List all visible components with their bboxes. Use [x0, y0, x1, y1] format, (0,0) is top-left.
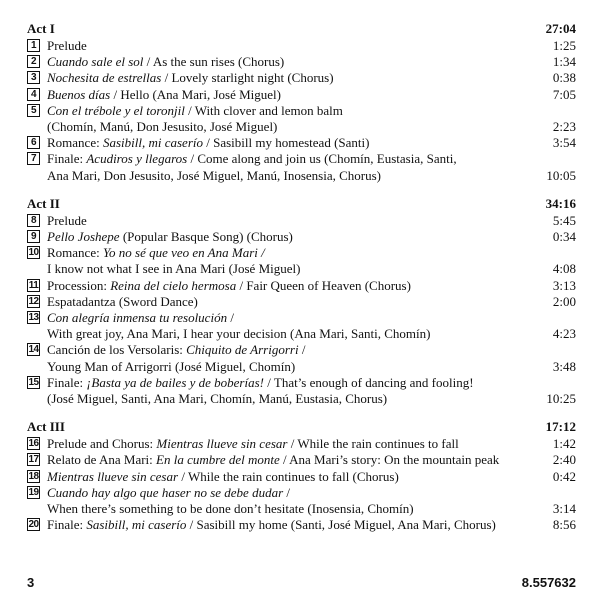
track-duration: 2:00: [552, 293, 576, 309]
track-title-text: /: [283, 484, 291, 500]
track-title-text: / Come along and join us (Chomín, Eustasia, Santi,: [187, 151, 457, 167]
track-number-box: 19: [28, 486, 39, 498]
track-row: [27, 452, 576, 468]
track-number-box: 16: [28, 438, 39, 450]
act-total-duration: 17:12: [545, 419, 576, 435]
track-number-box: 3: [27, 71, 40, 84]
track-title: [47, 103, 343, 119]
track-number-box: 5: [27, 104, 40, 117]
track-title-text: / That’s enough of dancing and fooling!: [264, 374, 474, 390]
track-title: [47, 168, 381, 184]
track-title: [47, 342, 305, 358]
track-title-text: /: [227, 310, 234, 326]
tracklist: [27, 21, 576, 545]
act-title: Act III: [27, 419, 65, 435]
page-number: 3: [27, 575, 35, 590]
track-title-italic: Cuando hay algo que haser no se debe dudar: [47, 484, 284, 500]
track-duration: 1:34: [552, 54, 576, 70]
track-title-italic: Con el trébole y el toronjil: [47, 102, 185, 118]
track-title-text: Finale:: [47, 374, 87, 390]
track-title-text: (Chomín, Manú, Don Jesusito, José Miguel): [47, 119, 278, 135]
track-number-box: 15: [28, 376, 39, 388]
act-total-duration: 34:16: [545, 195, 576, 211]
track-title-text: Relato de Ana Mari:: [47, 452, 157, 468]
track-title-italic: Con alegría inmensa tu resolución: [47, 310, 228, 326]
track-title-text: / While the rain continues to fall (Chorus): [178, 468, 399, 484]
track-title-text: / Hello (Ana Mari, José Miguel): [110, 86, 281, 102]
track-row: [27, 229, 576, 245]
track-title-italic: Sasibill, mi caserío: [86, 517, 187, 533]
track-number-box: 10: [28, 247, 39, 259]
track-title-italic: Chiquito de Arrigorri: [186, 342, 299, 358]
track-row: [27, 38, 576, 54]
track-number-box: 14: [28, 344, 39, 356]
track-title-text: (José Miguel, Santi, Ana Mari, Chomín, Manú, Eustasia, Chorus): [47, 391, 388, 407]
track-title-text: (Popular Basque Song) (Chorus): [119, 229, 293, 245]
catalog-number: 8.557632: [521, 575, 576, 590]
track-title: [47, 310, 234, 326]
track-row: [27, 70, 576, 86]
track-row: [27, 213, 576, 229]
track-title-text: Finale:: [47, 517, 87, 533]
track-title-text: / Lovely starlight night (Chorus): [161, 70, 334, 86]
track-duration: 7:05: [552, 86, 576, 102]
track-title: [47, 278, 411, 294]
track-row: [27, 375, 576, 407]
track-title-text: / Sasibill my homestead (Santi): [203, 135, 370, 151]
track-title: [47, 359, 295, 375]
track-duration: 1:25: [552, 38, 576, 53]
track-title-text: / Sasibill my home (Santi, José Miguel, Ana Mari, Chorus): [186, 517, 496, 533]
act-section: [27, 196, 576, 407]
track-title: [47, 261, 300, 277]
track-duration: 0:38: [552, 70, 576, 86]
track-title-italic: En la cumbre del monte: [156, 452, 280, 468]
track-title: [47, 213, 87, 229]
track-row: [27, 245, 576, 277]
track-row: [27, 469, 576, 485]
track-title: [47, 375, 474, 391]
track-duration: 8:56: [552, 517, 576, 533]
track-title: [47, 151, 457, 167]
track-number-box: 8: [27, 214, 40, 227]
track-title-italic: Acudiros y llegaros: [86, 151, 188, 167]
track-number-box: 2: [27, 55, 40, 68]
track-title-italic: ¡Basta ya de bailes y de boberías!: [86, 374, 264, 390]
track-title: [47, 436, 459, 452]
track-title-italic: Mientras llueve sin cesar: [47, 468, 179, 484]
track-number-box: 4: [27, 88, 40, 101]
track-title-text: Canción de los Versolaris:: [47, 342, 187, 358]
track-title-text: Espatadantza (Sword Dance): [47, 293, 198, 309]
track-title-italic: Pello Joshepe: [47, 229, 120, 245]
track-title-italic: Buenos días: [47, 86, 111, 102]
act-section: [27, 21, 576, 184]
track-title: [47, 38, 87, 54]
track-title-text: / With clover and lemon balm: [184, 102, 343, 118]
track-title: [47, 452, 499, 468]
track-row: [27, 135, 576, 151]
track-number-box: 12: [28, 295, 39, 307]
track-duration: 10:25: [546, 391, 576, 407]
track-row: [27, 517, 576, 533]
act-total-duration: 27:04: [545, 21, 576, 36]
track-title-italic: Yo no sé que veo en Ana Mari /: [102, 245, 265, 261]
track-duration: 2:23: [552, 119, 576, 135]
track-title: [47, 87, 281, 103]
track-title-text: Prelude: [47, 212, 87, 228]
track-title-text: / Fair Queen of Heaven (Chorus): [236, 277, 411, 293]
track-duration: 3:13: [552, 277, 576, 293]
track-title: [47, 326, 431, 342]
track-duration: 5:45: [552, 212, 576, 228]
track-title-italic: Sasibill, mi caserío: [102, 135, 203, 151]
track-title: [47, 469, 399, 485]
track-title: [47, 294, 198, 310]
track-duration: 3:48: [552, 358, 576, 374]
track-title-text: When there’s something to be done don’t hesitate (Inosensia, Chomín): [47, 501, 414, 517]
track-title-text: / As the sun rises (Chorus): [143, 54, 285, 70]
track-duration: 10:05: [546, 167, 576, 183]
track-row: [27, 278, 576, 294]
track-title-text: Prelude: [47, 38, 87, 53]
track-number-box: 18: [28, 470, 39, 482]
track-title-text: Young Man of Arrigorri (José Miguel, Chomín): [47, 358, 296, 374]
track-row: [27, 310, 576, 342]
track-title-text: I know not what I see in Ana Mari (José Miguel): [47, 261, 301, 277]
track-title: [47, 245, 265, 261]
track-row: [27, 342, 576, 374]
track-number-box: 1: [27, 39, 40, 52]
track-row: [27, 294, 576, 310]
track-title-italic: Reina del cielo hermosa: [110, 277, 237, 293]
track-number-box: 7: [27, 152, 40, 165]
track-number-box: 9: [27, 230, 40, 243]
track-title: [47, 391, 387, 407]
act-section: [27, 419, 576, 533]
track-title: [47, 119, 277, 135]
track-row: [27, 54, 576, 70]
track-duration: 4:08: [552, 261, 576, 277]
track-title-text: Romance:: [47, 135, 103, 151]
track-title: [47, 501, 414, 517]
track-row: [27, 103, 576, 135]
track-duration: 0:42: [552, 468, 576, 484]
track-duration: 1:42: [552, 436, 576, 452]
track-title-italic: Cuando sale el sol: [47, 54, 144, 70]
track-title: [47, 70, 334, 86]
track-duration: 3:54: [552, 135, 576, 151]
track-number-box: 13: [28, 312, 39, 324]
page-footer: [27, 575, 576, 590]
track-title: [47, 485, 290, 501]
track-title-text: /: [298, 342, 306, 358]
track-title-text: / While the rain continues to fall: [287, 436, 459, 452]
track-title-text: / Ana Mari’s story: On the mountain peak: [279, 452, 500, 468]
track-title-text: Ana Mari, Don Jesusito, José Miguel, Manú, Inosensia, Chorus): [47, 167, 381, 183]
track-title: [47, 135, 369, 151]
track-title-italic: Mientras llueve sin cesar: [156, 436, 288, 452]
track-title-text: With great joy, Ana Mari, I hear your decision (Ana Mari, Santi, Chomín): [47, 326, 431, 342]
track-title-text: Finale:: [47, 151, 87, 167]
track-number-box: 17: [28, 454, 39, 466]
track-row: [27, 436, 576, 452]
track-title-text: Prelude and Chorus:: [47, 436, 157, 452]
track-duration: 4:23: [552, 326, 576, 342]
track-number-box: 20: [28, 519, 39, 531]
act-header: [27, 419, 576, 436]
track-title: [47, 54, 284, 70]
track-duration: 2:40: [552, 452, 576, 468]
track-row: [27, 485, 576, 517]
track-title-text: Procession:: [47, 277, 111, 293]
act-header: [27, 21, 576, 38]
act-header: [27, 196, 576, 213]
track-title: [47, 517, 496, 533]
track-number-box: 6: [27, 136, 40, 149]
act-title: Act II: [27, 195, 60, 211]
act-title: Act I: [27, 21, 55, 36]
track-row: [27, 151, 576, 183]
track-row: [27, 87, 576, 103]
track-title-italic: Nochesita de estrellas: [47, 70, 162, 86]
track-title-text: Romance:: [47, 245, 103, 261]
track-duration: 3:14: [552, 501, 576, 517]
track-number-box: 11: [28, 279, 39, 291]
track-duration: 0:34: [552, 229, 576, 245]
track-title: [47, 229, 293, 245]
